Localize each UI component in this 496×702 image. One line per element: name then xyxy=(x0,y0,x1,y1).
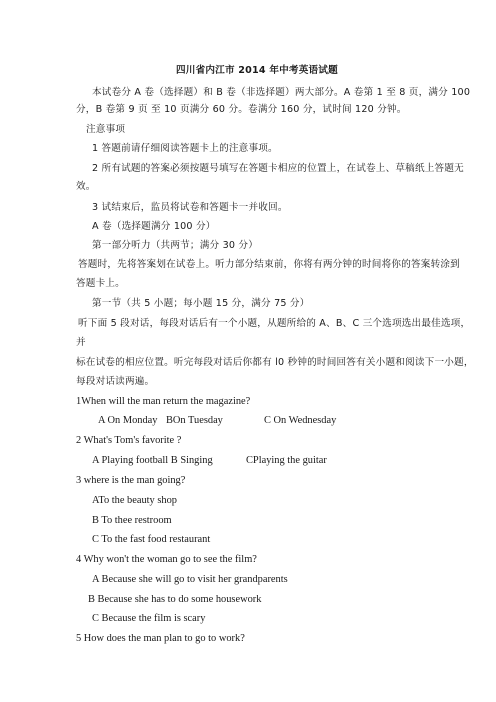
listening-instructions-line-2: 答题卡上。 xyxy=(76,278,125,289)
intro-line-2: 分，B 卷第 9 页 至 10 页满分 60 分。卷满分 160 分，试时间 120 分钟。 xyxy=(76,104,407,115)
question-5: 5 How does the man plan to go to work? xyxy=(76,633,245,644)
section-1-instructions-line-4: 每段对话读两遍。 xyxy=(76,376,155,387)
note-1: 1 答题前请仔细阅读答题卡上的注意事项。 xyxy=(92,143,278,154)
section-1-instructions-line-3: 标在试卷的相应位置。听完每段对话后你都有 l0 秒钟的时间回答有关小题和阅读下一小题， xyxy=(76,357,474,368)
section-1-instructions-line-2: 并 xyxy=(76,337,86,348)
note-2-line-2: 效。 xyxy=(76,181,96,192)
note-3: 3 试结束后，监员将试卷和答题卡一并收回。 xyxy=(92,202,288,213)
question-1-option-b: BOn Tuesday xyxy=(166,415,223,426)
listening-instructions-line-1: 答题时，先将答案划在试卷上。听力部分结束前，你将有两分钟的时间将你的答案转涂到 xyxy=(78,259,460,270)
question-2-option-c: CPlaying the guitar xyxy=(246,455,327,466)
question-4-option-a: A Because she will go to visit her grandparents xyxy=(92,574,288,585)
question-4-option-c: C Because the film is scary xyxy=(92,613,206,624)
part-1-heading: 第一部分听力（共两节；满分 30 分） xyxy=(92,240,259,251)
note-2-line-1: 2 所有试题的答案必须按题号填写在答题卡相应的位置上，在试卷上、草稿纸上答题无 xyxy=(92,163,464,174)
section-1-heading: 第一节（共 5 小题；每小题 15 分，满分 75 分） xyxy=(92,298,310,309)
question-3-option-b: B To thee restroom xyxy=(92,515,172,526)
intro-line-1: 本试卷分 A 卷（选择题）和 B 卷（非选择题）两大部分。A 卷第 1 至 8 页，满分 100 xyxy=(92,87,471,98)
question-3-option-a: ATo the beauty shop xyxy=(92,495,177,506)
question-1-option-c: C On Wednesday xyxy=(264,415,337,426)
question-2-options-ab: A Playing football B Singing xyxy=(92,455,213,466)
question-4-option-b: B Because she has to do some housework xyxy=(88,594,262,605)
question-2: 2 What's Tom's favorite ? xyxy=(76,435,182,446)
notes-heading: 注意事项 xyxy=(86,124,126,135)
question-1: 1When will the man return the magazine? xyxy=(76,396,251,407)
section-a-heading: A 卷（选择题满分 100 分） xyxy=(92,221,216,232)
question-4: 4 Why won't the woman go to see the film? xyxy=(76,554,257,565)
question-3-option-c: C To the fast food restaurant xyxy=(92,534,211,545)
section-1-instructions-line-1: 听下面 5 段对话，每段对话后有一个小题，从题所给的 A、B、C 三个选项选出最佳选项， xyxy=(78,318,471,329)
document-title: 四川省内江市 2014 年中考英语试题 xyxy=(176,65,338,76)
question-1-option-a: A On Monday xyxy=(98,415,158,426)
question-3: 3 where is the man going? xyxy=(76,475,186,486)
